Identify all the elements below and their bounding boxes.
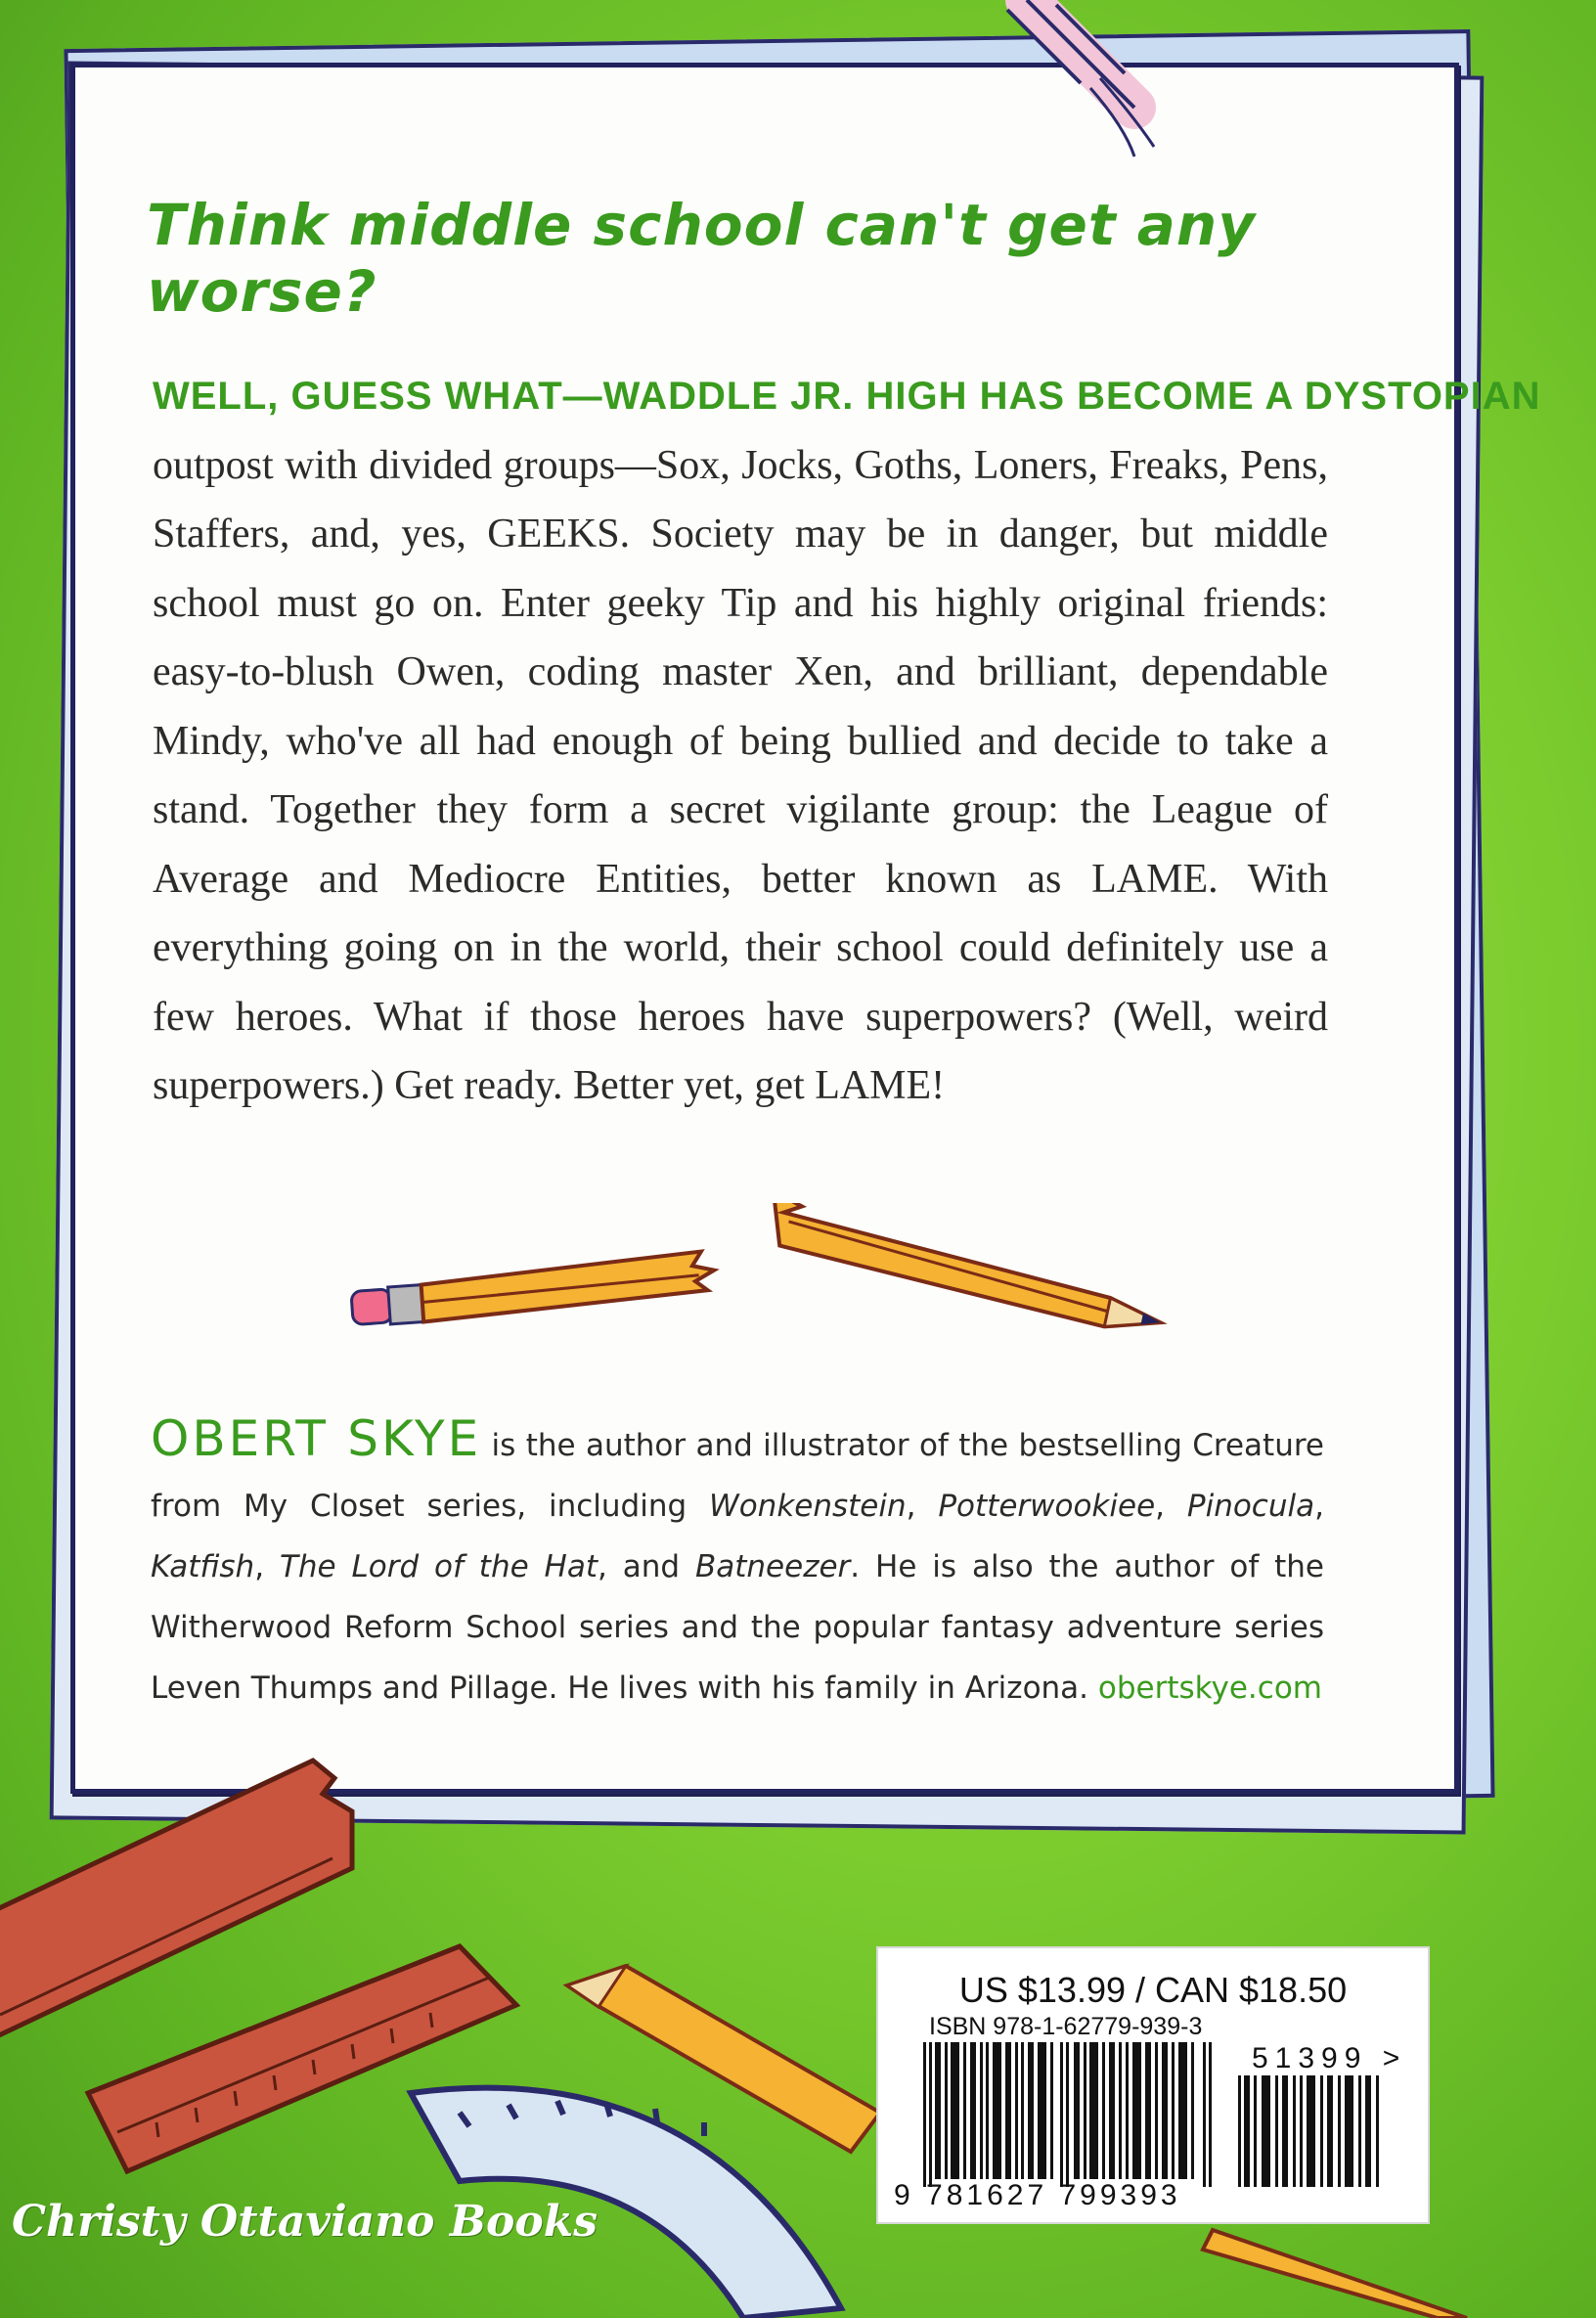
headline: Think middle school can't get any worse?: [147, 192, 1257, 325]
barcode-addon-icon: [1238, 2075, 1385, 2187]
blurb-body: outpost with divided groups—Sox, Jocks, Goths, Loners, Freaks, Pens, Staffers, and, yes, GEEKS. Society may be in danger, but middle school must go on. Enter geeky Tip and his highly original friends: easy-to-blush Owen, coding master Xen, and brilliant, dependable Mindy, who've all had enough of being bullied and decide to take a stand. Together they form a secret vigilante group: the League of Average and Mediocre Entities, better known as LAME. With everything going on in the world, their school could definitely use a few heroes. What if those heroes have superpowers? (Well, weird superpowers.) Get ready. Better yet, get LAME!: [153, 442, 1328, 1108]
book-title: Katfish: [151, 1549, 255, 1584]
bio-separator: ,: [1155, 1489, 1187, 1524]
isbn-text: ISBN 978-1-62779-939-3: [929, 2013, 1203, 2040]
blurb-paragraph: [153, 362, 1541, 1121]
blurb-lead: WELL, GUESS WHAT—WADDLE JR. HIGH HAS BECOME A DYSTOPIAN: [153, 375, 1541, 418]
barcode-icon: [923, 2042, 1215, 2187]
book-title: The Lord of the Hat: [279, 1549, 598, 1584]
book-title: Batneezer: [694, 1549, 851, 1584]
bookmark-tassel-icon: [988, 0, 1183, 166]
bio-separator: ,: [254, 1549, 280, 1584]
broken-pencil-icon: [332, 1203, 1252, 1360]
bio-separator: ,: [906, 1489, 939, 1524]
author-name: OBERT SKYE: [151, 1410, 482, 1467]
price-text: US $13.99 / CAN $18.50: [958, 1970, 1348, 2010]
ruler-icon: [0, 1761, 352, 2044]
bio-separator: , and: [598, 1549, 695, 1584]
book-title: Pinocula: [1186, 1489, 1315, 1524]
ean-number: 9 781627 799393: [894, 2179, 1181, 2211]
author-bio: [151, 1408, 1324, 1718]
pencil-icon: [1203, 2230, 1467, 2318]
price-code-text: 51399 >: [1252, 2042, 1407, 2074]
author-website-link[interactable]: obertskye.com: [1097, 1671, 1322, 1706]
barcode-label: [876, 1946, 1430, 2224]
book-title: Potterwookiee: [938, 1489, 1156, 1524]
bio-text: . He is also the author of the Witherwood Reform School series and the popular fantasy adventure series Leven Thumps and Pillage. He lives with his family in Arizona.: [151, 1549, 1324, 1706]
book-title: Wonkenstein: [709, 1489, 907, 1524]
publisher-logo: Christy Ottaviano Books: [12, 2197, 598, 2247]
bio-separator: ,: [1314, 1489, 1324, 1524]
bio-text: is the author and illustrator of the bestselling Creature from My Closet series, including: [151, 1428, 1324, 1524]
